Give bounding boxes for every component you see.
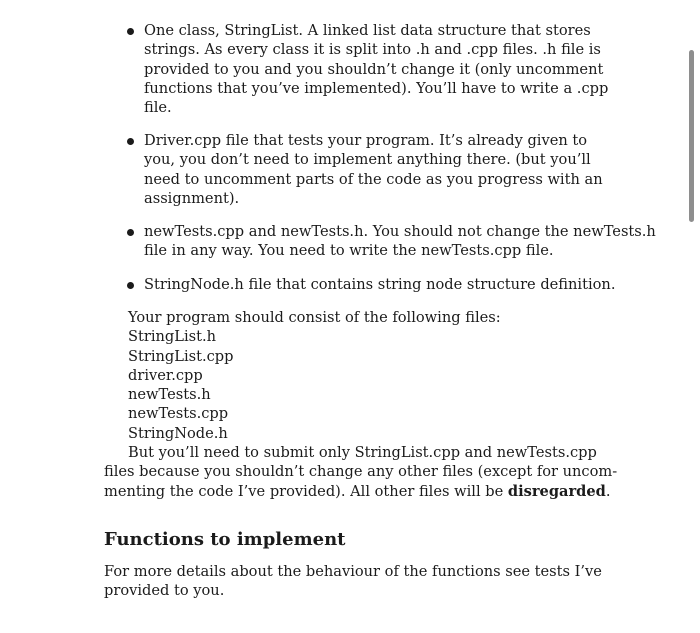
section-title: Functions to implement <box>104 529 346 550</box>
submit-line: files because you shouldn’t change any other files (except for uncom- <box>104 463 618 481</box>
bullet-line: One class, StringList. A linked list data structure that stores <box>144 22 591 39</box>
disregarded-emphasis: disregarded <box>507 482 606 500</box>
file-name: newTests.h <box>128 386 211 404</box>
bullet-line: you, you don’t need to implement anything there. (but you’ll <box>144 151 591 169</box>
submit-line: But you’ll need to submit only StringList.cpp and newTests.cpp <box>128 444 597 461</box>
bullet-line: file. <box>144 99 172 117</box>
submit-line-last <box>104 482 611 501</box>
bullet-line: file in any way. You need to write the newTests.cpp file. <box>144 242 554 260</box>
file-name: newTests.cpp <box>128 405 229 423</box>
bullet-point-icon <box>127 28 134 35</box>
file-name: StringList.cpp <box>128 347 234 365</box>
bullet-line: strings. As every class it is split into .h and .cpp files. .h file is <box>144 41 601 59</box>
bullet-item-newtests <box>144 222 656 261</box>
section-line: provided to you. <box>104 582 225 600</box>
bullet-item-driver <box>144 131 626 208</box>
bullet-line: Driver.cpp file that tests your program. It’s already given to <box>144 132 588 149</box>
bullet-line: functions that you’ve implemented). You’ll have to write a .cpp <box>144 79 609 97</box>
bullet-point-icon <box>127 138 134 145</box>
bullet-item-stringnode <box>144 275 626 294</box>
bullet-line: newTests.cpp and newTests.h. You should not change the newTests.h <box>144 223 656 240</box>
bullet-line: StringNode.h file that contains string node structure definition. <box>144 276 616 293</box>
bullet-line: assignment). <box>144 189 240 207</box>
files-paragraph <box>128 308 501 443</box>
submit-line-text: menting the code I’ve provided). All other files will be <box>104 482 508 500</box>
scrollbar-thumb[interactable] <box>689 50 694 222</box>
bullet-point-icon <box>127 229 134 236</box>
file-name: driver.cpp <box>128 366 203 384</box>
files-intro: Your program should consist of the following files: <box>128 309 501 326</box>
submit-period: . <box>605 482 611 500</box>
bullet-line: provided to you and you shouldn’t change it (only uncomment <box>144 60 604 78</box>
file-name: StringNode.h <box>128 424 228 442</box>
submit-paragraph <box>104 443 618 501</box>
bullet-point-icon <box>127 282 134 289</box>
bullet-item-stringlist <box>144 21 626 117</box>
section-paragraph <box>104 562 602 601</box>
file-name: StringList.h <box>128 328 216 346</box>
bullet-line: need to uncomment parts of the code as you progress with an <box>144 170 603 188</box>
section-line: For more details about the behaviour of the functions see tests I’ve <box>104 563 602 580</box>
